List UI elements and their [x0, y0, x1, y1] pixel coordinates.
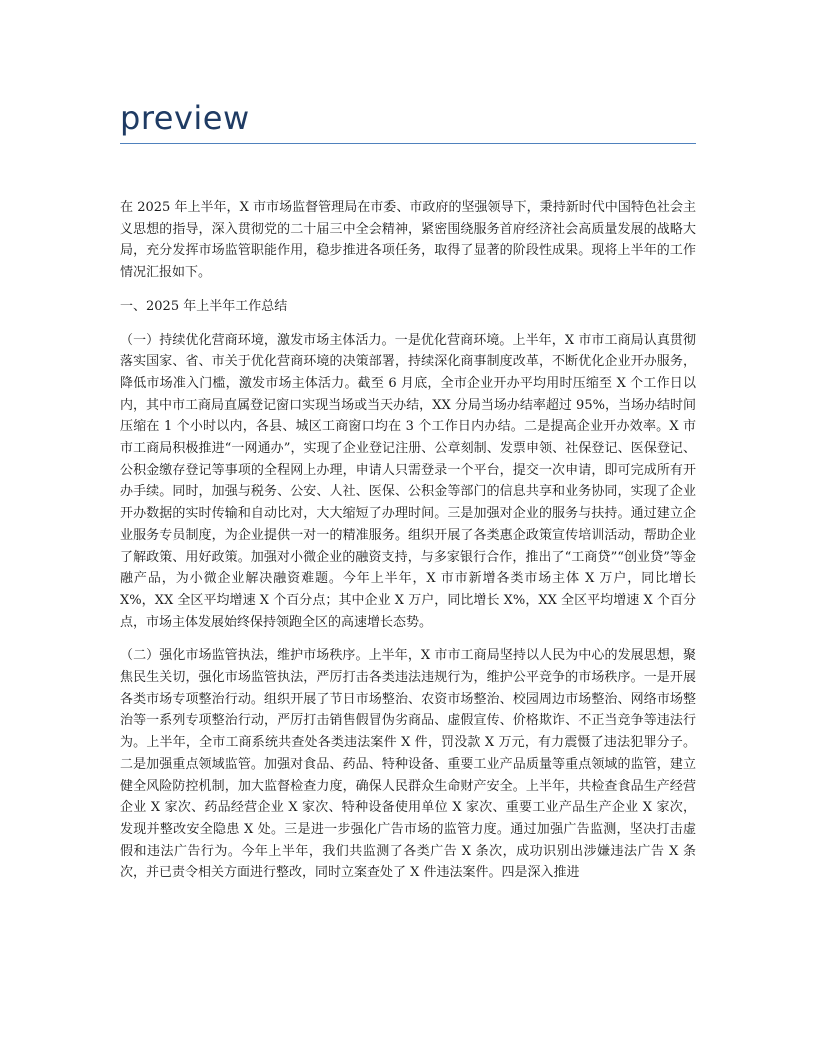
document-body	[120, 197, 696, 896]
section-1-paragraph: （一）持续优化营商环境，激发市场主体活力。一是优化营商环境。上半年，X 市市工商局认真贯彻落实国家、省、市关于优化营商环境的决策部署，持续深化商事制度改革，不断优化企业开办服务，降低市场准入门槛，激发市场主体活力。截至 6 月底，全市企业开办平均用时压缩至 X 个工作日以内，其中市工商局直属登记窗口实现当场或当天办结，XX 分局当场办结率超过 95%，当场办结时间压缩在 1 个小时以内，各县、城区工商窗口均在 3 个工作日内办结。二是提高企业开办效率。X 市市工商局积极推进“一网通办”，实现了企业登记注册、公章刻制、发票申领、社保登记、医保登记、公积金缴存登记等事项的全程网上办理，申请人只需登录一个平台，提交一次申请，即可完成所有开办手续。同时，加强与税务、公安、人社、医保、公积金等部门的信息共享和业务协同，实现了企业开办数据的实时传输和自动比对，大大缩短了办理时间。三是加强对企业的服务与扶持。通过建立企业服务专员制度，为企业提供一对一的精准服务。组织开展了各类惠企政策宣传培训活动，帮助企业了解政策、用好政策。加强对小微企业的融资支持，与多家银行合作，推出了“工商贷”“创业贷”等金融产品，为小微企业解决融资难题。今年上半年，X 市市新增各类市场主体 X 万户，同比增长 X%，XX 全区平均增速 X 个百分点；其中企业 X 万户，同比增长 X%，XX 全区平均增速 X 个百分点，市场主体发展始终保持领跑全区的高速增长态势。	[120, 332, 696, 630]
page-title: preview	[120, 99, 250, 137]
section-heading: 一、2025 年上半年工作总结	[120, 298, 288, 314]
title-underline	[120, 143, 696, 144]
intro-paragraph: 在 2025 年上半年，X 市市场监督管理局在市委、市政府的坚强领导下，秉持新时代中国特色社会主义思想的指导，深入贯彻党的二十届三中全会精神，紧密围绕服务首府经济社会高质量发展的战略大局，充分发挥市场监管职能作用，稳步推进各项任务，取得了显著的阶段性成果。现将上半年的工作情况汇报如下。	[120, 200, 696, 281]
section-2-paragraph: （二）强化市场监管执法，维护市场秩序。上半年，X 市市工商局坚持以人民为中心的发展思想，聚焦民生关切，强化市场监管执法，严厉打击各类违法违规行为，维护公平竞争的市场秩序。一是开展各类市场专项整治行动。组织开展了节日市场整治、农资市场整治、校园周边市场整治、网络市场整治等一系列专项整治行动，严厉打击销售假冒伪劣商品、虚假宣传、价格欺诈、不正当竞争等违法行为。上半年，全市工商系统共查处各类违法案件 X 件，罚没款 X 万元，有力震慑了违法犯罪分子。二是加强重点领域监管。加强对食品、药品、特种设备、重要工业产品质量等重点领域的监管，建立健全风险防控机制，加大监督检查力度，确保人民群众生命财产安全。上半年，共检查食品生产经营企业 X 家次、药品经营企业 X 家次、特种设备使用单位 X 家次、重要工业产品生产企业 X 家次，发现并整改安全隐患 X 处。三是进一步强化广告市场的监管力度。通过加强广告监测，坚决打击虚假和违法广告行为。今年上半年，我们共监测了各类广告 X 条次，成功识别出涉嫌违法广告 X 条次，并已责令相关方面进行整改，同时立案查处了 X 件违法案件。四是深入推进	[120, 648, 696, 881]
